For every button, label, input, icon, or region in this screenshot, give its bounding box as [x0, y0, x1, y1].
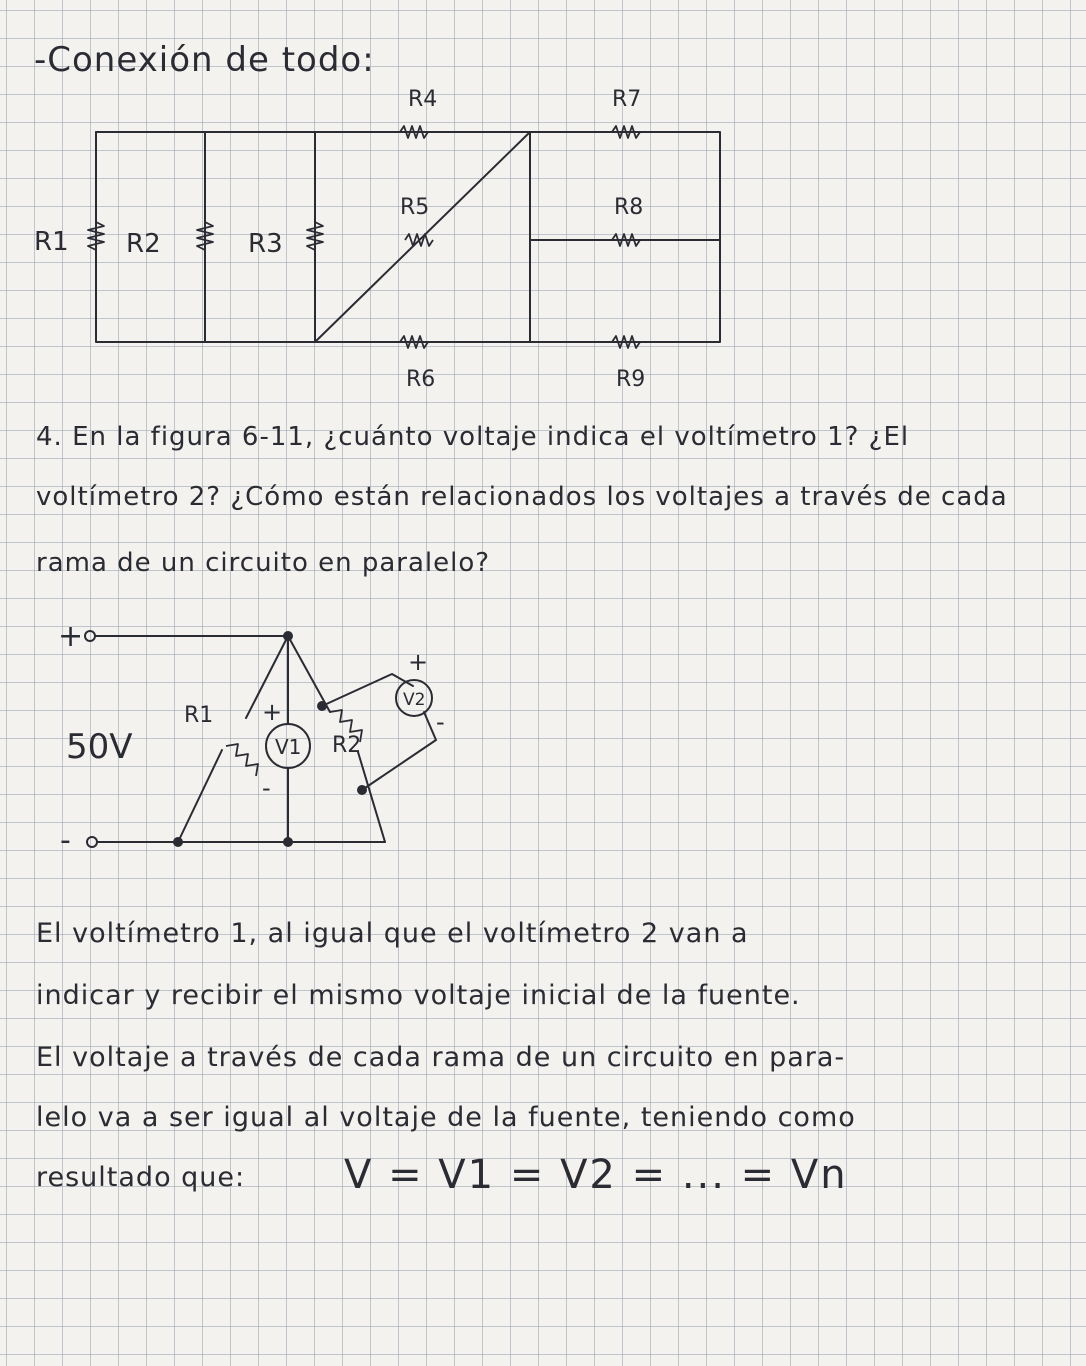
r1-label: R1	[34, 227, 69, 257]
right-leg-upper	[288, 636, 330, 712]
r4-label: R4	[408, 87, 438, 112]
r7-label: R7	[612, 87, 642, 112]
junction-v2-bottom	[357, 785, 367, 795]
left-leg-lower	[178, 750, 222, 842]
answer-line-4: lelo va a ser igual al voltaje de la fuente, teniendo como	[36, 1102, 856, 1133]
source-minus-sign: -	[60, 823, 71, 858]
junction-bottom-middle	[283, 837, 293, 847]
r1-zigzag	[226, 744, 258, 776]
answer-line-1: El voltímetro 1, al igual que el voltímetro 2 van a	[36, 918, 749, 949]
v1-minus-sign: -	[262, 774, 271, 802]
answer-line-5: resultado que:	[36, 1162, 246, 1193]
v2-plus-sign: +	[408, 648, 429, 676]
v2-label: V2	[403, 690, 426, 710]
v1-label: V1	[275, 735, 302, 759]
junction-top	[283, 631, 293, 641]
r1-label-fig: R1	[184, 703, 214, 728]
r2-label-fig: R2	[332, 733, 362, 758]
question-line-2: voltímetro 2? ¿Cómo están relacionados los voltajes a través de cada	[36, 482, 1008, 512]
question-line-1: 4. En la figura 6-11, ¿cuánto voltaje indica el voltímetro 1? ¿El	[36, 422, 910, 452]
v2-minus-sign: -	[436, 708, 445, 736]
section-title: -Conexión de todo:	[34, 40, 375, 80]
r3-label: R3	[248, 229, 283, 259]
r2-label: R2	[126, 229, 161, 259]
r6-label: R6	[406, 367, 436, 392]
r9-label: R9	[616, 367, 646, 392]
v1-plus-sign: +	[262, 698, 283, 726]
r5-label: R5	[400, 195, 430, 220]
negative-terminal	[87, 837, 97, 847]
source-plus-sign: +	[58, 619, 84, 654]
v2-bottom-lead	[362, 712, 436, 790]
right-leg-lower	[358, 752, 385, 842]
positive-terminal	[85, 631, 95, 641]
junction-v2-top	[317, 701, 327, 711]
question-line-3: rama de un circuito en paralelo?	[36, 548, 491, 578]
junction-bottom-left	[173, 837, 183, 847]
source-voltage-label: 50V	[66, 727, 133, 767]
answer-line-2: indicar y recibir el mismo voltaje inicial de la fuente.	[36, 980, 801, 1011]
v2-top-lead	[322, 674, 413, 706]
answer-line-3: El voltaje a través de cada rama de un circuito en para-	[36, 1042, 846, 1073]
r8-label: R8	[614, 195, 644, 220]
parallel-voltage-formula: V = V1 = V2 = ... = Vn	[344, 1152, 848, 1198]
